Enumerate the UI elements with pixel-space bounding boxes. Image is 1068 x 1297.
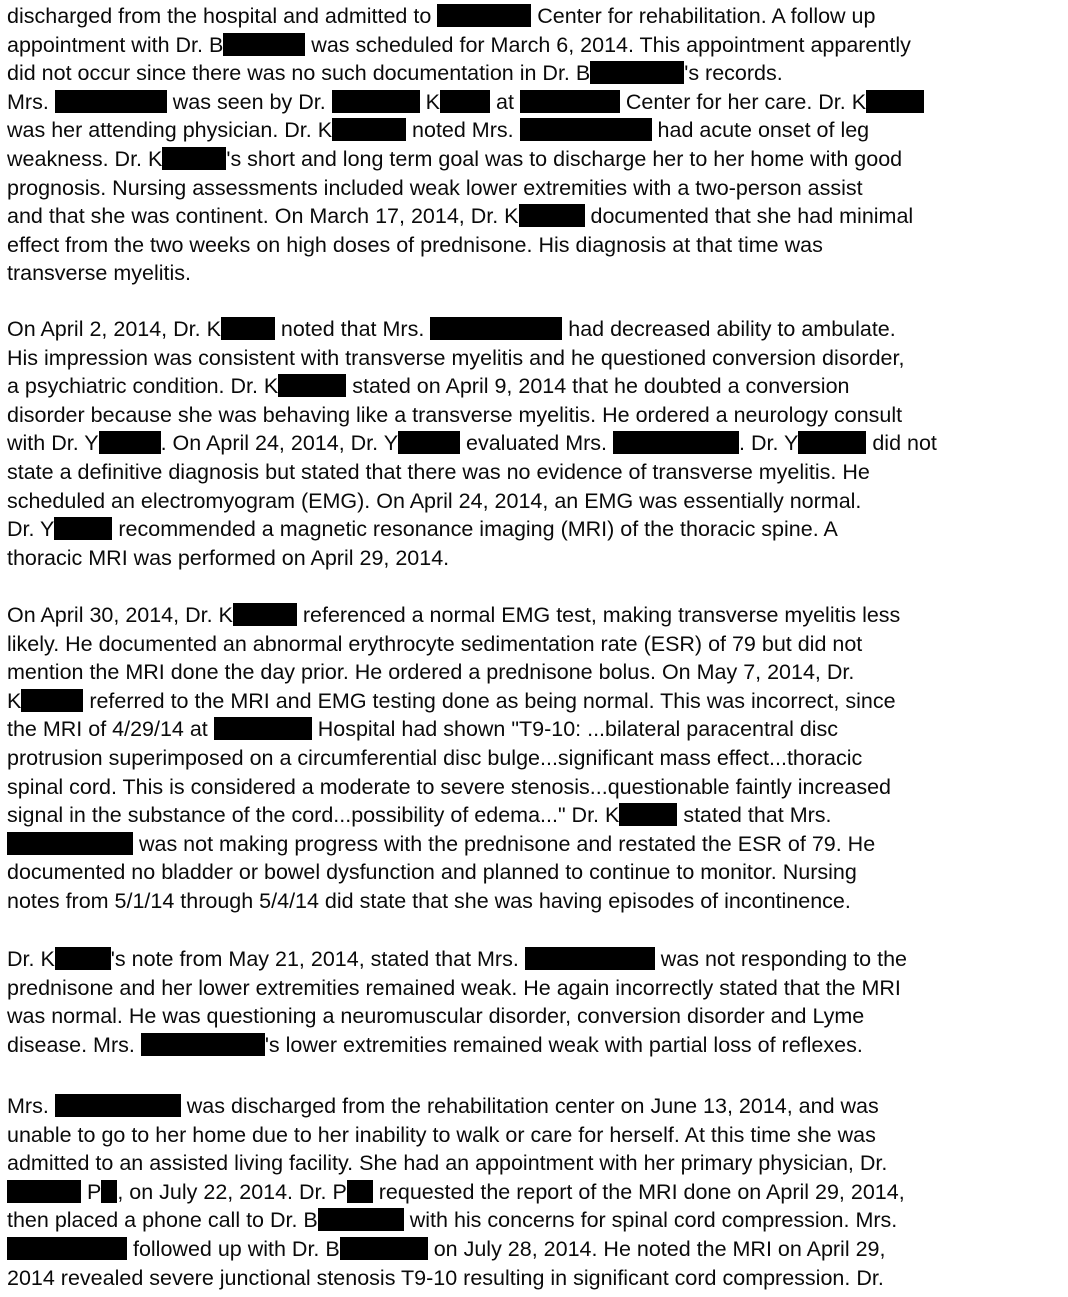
text-run: transverse myelitis. <box>7 261 191 286</box>
text-run: was seen by Dr. <box>166 89 332 114</box>
redaction-box <box>55 1094 181 1117</box>
text-run: K <box>7 688 22 713</box>
text-line <box>7 773 1067 802</box>
text-line <box>7 372 1067 401</box>
text-run: with his concerns for spinal cord compression. Mrs. <box>403 1208 898 1233</box>
redaction-box <box>619 803 677 826</box>
text-run: 's lower extremities remained weak with partial loss of reflexes. <box>264 1032 863 1057</box>
text-run: protrusion superimposed on a circumferential disc bulge...significant mass effect...thoracic <box>7 745 863 770</box>
text-line <box>7 945 1067 974</box>
text-line <box>7 544 1067 573</box>
text-run: 's records. <box>684 61 783 86</box>
redaction-box <box>519 204 585 227</box>
text-run: recommended a magnetic resonance imaging (MRI) of the thoracic spine. A <box>112 517 838 542</box>
text-line <box>7 1031 1067 1060</box>
text-line <box>7 429 1067 458</box>
redaction-box <box>525 947 655 970</box>
text-run: a psychiatric condition. Dr. K <box>7 374 279 399</box>
text-line <box>7 315 1067 344</box>
paragraph-4 <box>7 945 1067 1059</box>
text-run: Center for her care. Dr. K <box>619 89 867 114</box>
text-line <box>7 2 1067 31</box>
text-run: and that she was continent. On March 17, 2014, Dr. K <box>7 204 519 229</box>
text-run: was discharged from the rehabilitation center on June 13, 2014, and was <box>180 1094 879 1118</box>
text-line <box>7 259 1067 288</box>
text-run: Center for rehabilitation. A follow up <box>531 4 876 28</box>
text-run: requested the report of the MRI done on April 29, 2014, <box>372 1179 905 1204</box>
text-line <box>7 1121 1067 1150</box>
redaction-box <box>340 1237 428 1260</box>
text-line <box>7 830 1067 859</box>
text-line <box>7 744 1067 773</box>
text-line <box>7 31 1067 60</box>
text-run: prognosis. Nursing assessments included weak lower extremities with a two-person assist <box>7 175 863 200</box>
text-line <box>7 515 1067 544</box>
text-run: Dr. K <box>7 947 55 971</box>
paragraph-5 <box>7 1092 1067 1292</box>
text-line <box>7 116 1067 145</box>
redaction-box <box>99 431 161 454</box>
paragraph-2 <box>7 315 1067 572</box>
text-line <box>7 145 1067 174</box>
redaction-box <box>7 1180 81 1203</box>
redaction-box <box>141 1033 265 1056</box>
text-run: noted Mrs. <box>406 118 520 143</box>
text-line <box>7 1264 1067 1293</box>
redaction-box <box>798 431 866 454</box>
text-run: P <box>81 1179 102 1204</box>
text-line <box>7 887 1067 916</box>
redaction-box <box>520 90 620 113</box>
redaction-box <box>430 317 562 340</box>
redaction-box <box>162 147 226 170</box>
text-run: 2014 revealed severe junctional stenosis T9-10 resulting in significant cord compression. Dr. <box>7 1265 884 1290</box>
text-run: appointment with Dr. B <box>7 32 224 57</box>
text-run: noted that Mrs. <box>274 317 431 341</box>
text-line <box>7 1178 1067 1207</box>
text-line <box>7 715 1067 744</box>
text-run: Mrs. <box>7 89 55 114</box>
text-run: referred to the MRI and EMG testing done as being normal. This was incorrect, since <box>83 688 896 713</box>
text-run: documented no bladder or bowel dysfunction and planned to continue to monitor. Nursing <box>7 860 857 885</box>
text-run: effect from the two weeks on high doses of prednisone. His diagnosis at that time was <box>7 232 823 257</box>
redaction-box <box>398 431 460 454</box>
text-run: notes from 5/1/14 through 5/4/14 did state that she was having episodes of incontinence. <box>7 888 851 913</box>
text-run: at <box>490 89 520 114</box>
text-run: was not making progress with the prednisone and restated the ESR of 79. He <box>133 831 876 856</box>
text-run: referenced a normal EMG test, making transverse myelitis less <box>296 603 901 627</box>
text-line <box>7 1149 1067 1178</box>
redaction-box <box>221 317 275 340</box>
redaction-box <box>7 1237 127 1260</box>
text-run: unable to go to her home due to her inability to walk or care for herself. At this time she was <box>7 1122 876 1147</box>
redaction-box <box>214 717 312 740</box>
text-run: K <box>419 89 441 114</box>
text-run: 's note from May 21, 2014, stated that Mrs. <box>110 947 525 971</box>
text-line <box>7 458 1067 487</box>
redaction-box <box>21 689 83 712</box>
text-line <box>7 974 1067 1003</box>
text-line <box>7 231 1067 260</box>
redaction-box <box>866 90 924 113</box>
text-line <box>7 687 1067 716</box>
text-run: Mrs. <box>7 1094 55 1118</box>
text-run: evaluated Mrs. <box>460 431 614 456</box>
redaction-box <box>613 431 739 454</box>
redaction-box <box>223 33 305 56</box>
text-line <box>7 1002 1067 1031</box>
text-line <box>7 59 1067 88</box>
text-run: state a definitive diagnosis but stated that there was no evidence of transverse myelitis. He <box>7 459 870 484</box>
redaction-box <box>332 118 406 141</box>
redaction-box <box>101 1180 117 1203</box>
text-run: , on July 22, 2014. Dr. P <box>117 1179 347 1204</box>
text-run: did not occur since there was no such documentation in Dr. B <box>7 61 591 86</box>
paragraph-3 <box>7 601 1067 916</box>
text-run: disease. Mrs. <box>7 1032 141 1057</box>
text-run: mention the MRI done the day prior. He ordered a prednisone bolus. On May 7, 2014, Dr. <box>7 660 855 685</box>
text-run: documented that she had minimal <box>584 204 914 229</box>
redaction-box <box>318 1208 404 1231</box>
text-run: . On April 24, 2014, Dr. Y <box>160 431 399 456</box>
text-line <box>7 1235 1067 1264</box>
redaction-box <box>278 374 346 397</box>
text-run: on July 28, 2014. He noted the MRI on April 29, <box>427 1236 886 1261</box>
text-run: prednisone and her lower extremities remained weak. He again incorrectly stated that the MRI <box>7 975 901 1000</box>
text-run: thoracic MRI was performed on April 29, 2014. <box>7 545 450 570</box>
redaction-box <box>590 61 684 84</box>
text-run: admitted to an assisted living facility. She had an appointment with her primary physician, Dr. <box>7 1151 888 1176</box>
redaction-box <box>7 832 133 855</box>
text-line <box>7 601 1067 630</box>
text-line <box>7 344 1067 373</box>
text-run: signal in the substance of the cord...possibility of edema..." Dr. K <box>7 803 620 828</box>
text-line <box>7 487 1067 516</box>
text-run: then placed a phone call to Dr. B <box>7 1208 318 1233</box>
redaction-box <box>54 517 112 540</box>
text-run: the MRI of 4/29/14 at <box>7 717 214 742</box>
text-run: stated that Mrs. <box>677 803 832 828</box>
text-run: discharged from the hospital and admitted to <box>7 4 438 28</box>
text-line <box>7 174 1067 203</box>
redaction-box <box>440 90 490 113</box>
text-line <box>7 202 1067 231</box>
text-run: On April 30, 2014, Dr. K <box>7 603 233 627</box>
text-run: was her attending physician. Dr. K <box>7 118 333 143</box>
text-run: . Dr. Y <box>739 431 799 456</box>
text-line <box>7 858 1067 887</box>
text-run: was scheduled for March 6, 2014. This appointment apparently <box>305 32 911 57</box>
text-run: likely. He documented an abnormal erythrocyte sedimentation rate (ESR) of 79 but did not <box>7 631 863 656</box>
text-line <box>7 630 1067 659</box>
redaction-box <box>520 118 652 141</box>
text-line <box>7 801 1067 830</box>
text-line <box>7 401 1067 430</box>
redaction-box <box>347 1180 373 1203</box>
text-run: was not responding to the <box>654 947 907 971</box>
text-run: followed up with Dr. B <box>127 1236 340 1261</box>
text-run: did not <box>866 431 937 456</box>
text-run: was normal. He was questioning a neuromuscular disorder, conversion disorder and Lyme <box>7 1004 865 1029</box>
redaction-box <box>55 90 167 113</box>
text-run: had decreased ability to ambulate. <box>562 317 896 341</box>
redaction-box <box>332 90 420 113</box>
text-run: stated on April 9, 2014 that he doubted a conversion <box>346 374 850 399</box>
text-run: with Dr. Y <box>7 431 99 456</box>
redaction-box <box>233 603 297 626</box>
text-run: Hospital had shown "T9-10: ...bilateral paracentral disc <box>311 717 839 742</box>
text-run: weakness. Dr. K <box>7 146 163 171</box>
text-run: spinal cord. This is considered a moderate to severe stenosis...questionable faintly increased <box>7 774 891 799</box>
text-run: Dr. Y <box>7 517 55 542</box>
text-run: His impression was consistent with transverse myelitis and he questioned conversion disorder, <box>7 345 905 370</box>
text-run: On April 2, 2014, Dr. K <box>7 317 221 341</box>
text-run: disorder because she was behaving like a transverse myelitis. He ordered a neurology consult <box>7 402 903 427</box>
text-line <box>7 88 1067 117</box>
paragraph-1 <box>7 2 1067 288</box>
text-run: scheduled an electromyogram (EMG). On April 24, 2014, an EMG was essentially normal. <box>7 488 862 513</box>
text-run: had acute onset of leg <box>651 118 870 143</box>
text-line <box>7 658 1067 687</box>
redaction-box <box>437 4 531 27</box>
text-line <box>7 1206 1067 1235</box>
text-line <box>7 1092 1067 1121</box>
redaction-box <box>55 947 111 970</box>
text-run: 's short and long term goal was to discharge her to her home with good <box>226 146 903 171</box>
